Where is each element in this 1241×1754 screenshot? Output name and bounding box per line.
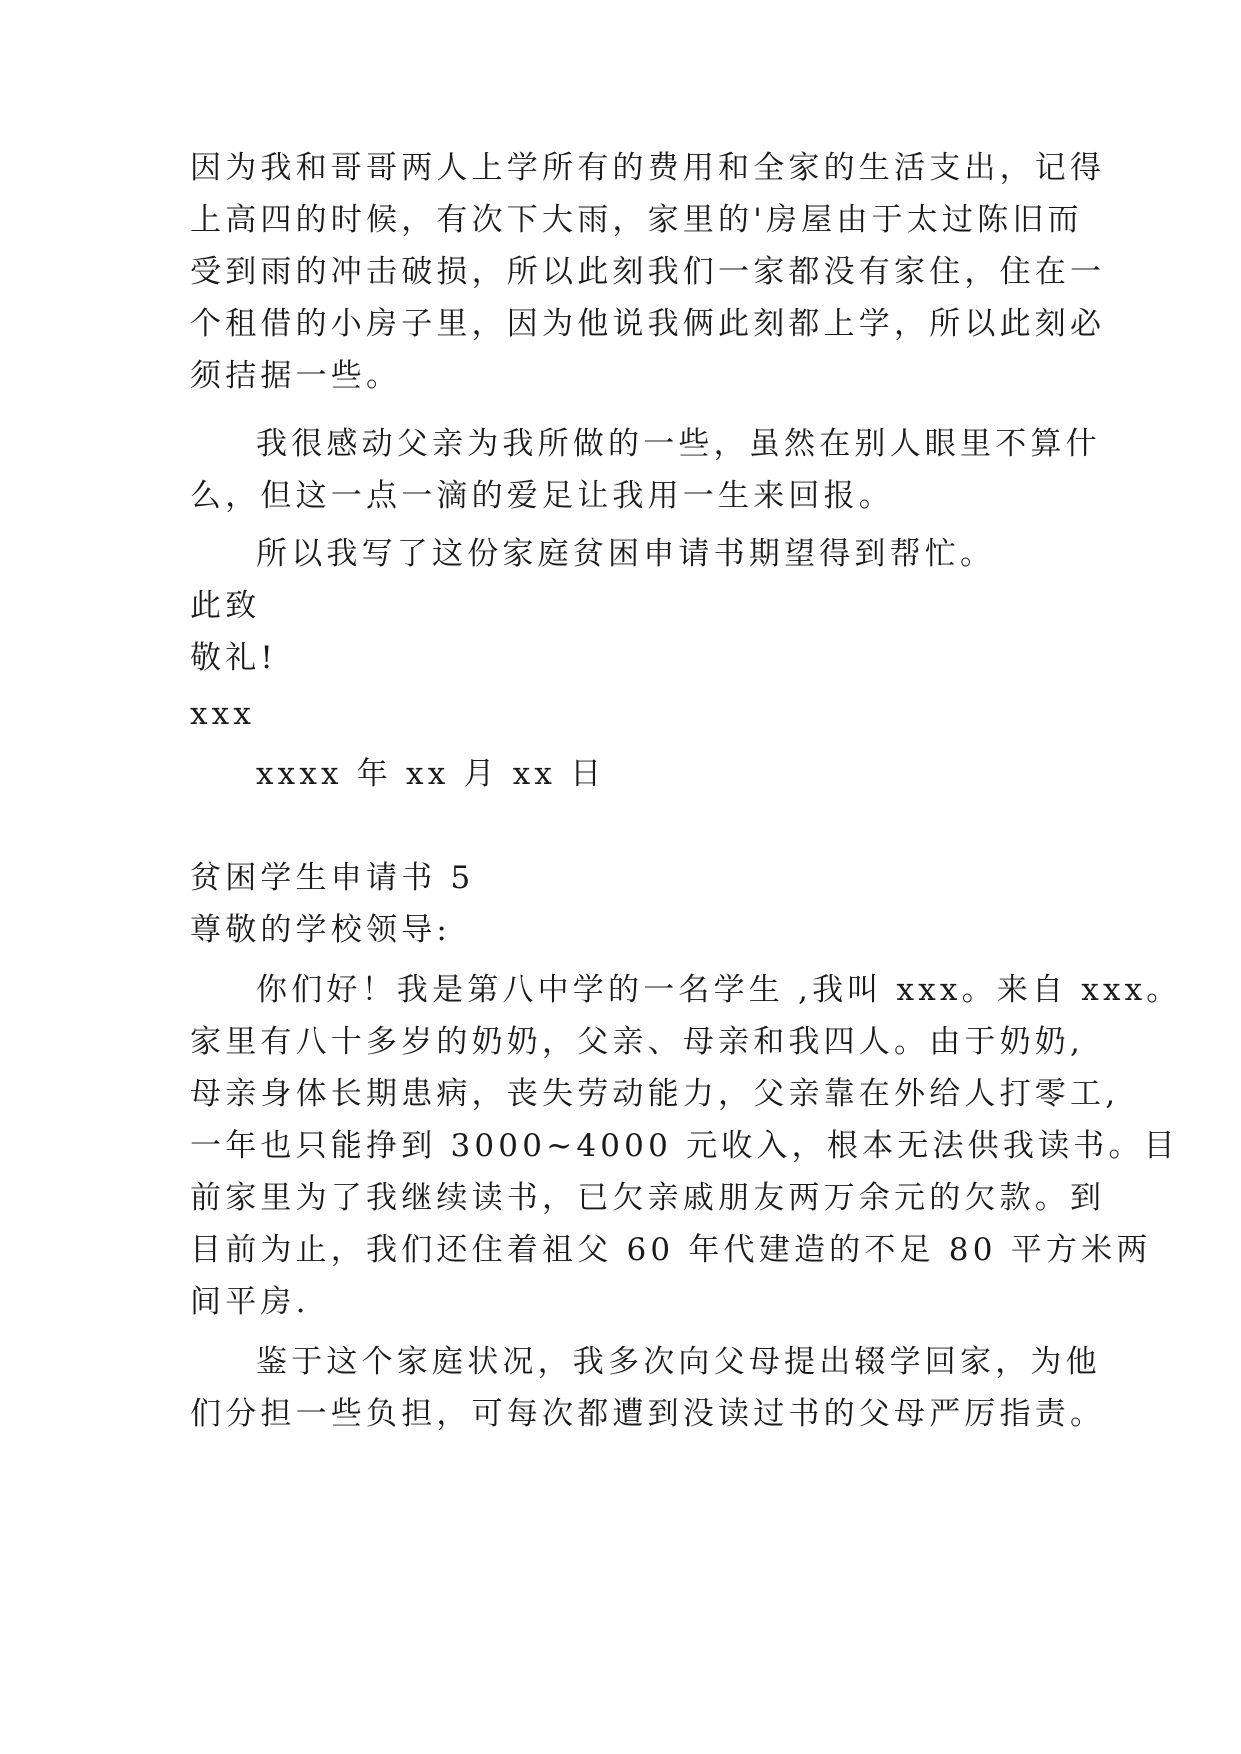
closing-salutation: 此致 xyxy=(190,588,261,624)
text-line: 间平房. xyxy=(190,1284,310,1320)
signature-name: xxx xyxy=(190,696,256,732)
text-line: 一年也只能挣到 3000~4000 元收入，根本无法供我读书。目 xyxy=(190,1128,1179,1164)
text-line: 家里有八十多岁的奶奶，父亲、母亲和我四人。由于奶奶, xyxy=(190,1024,1085,1060)
text-line: 前家里为了我继续读书，已欠亲戚朋友两万余元的欠款。到 xyxy=(190,1180,1106,1216)
text-line: 上高四的时候，有次下大雨，家里的'房屋由于太过陈旧而 xyxy=(190,202,1083,238)
section-title: 贫困学生申请书 5 xyxy=(190,860,475,896)
text-line: 个租借的小房子里，因为他说我俩此刻都上学，所以此刻必 xyxy=(190,306,1106,342)
text-line: 目前为止，我们还住着祖父 60 年代建造的不足 80 平方米两 xyxy=(190,1232,1152,1268)
text-line: 因为我和哥哥两人上学所有的费用和全家的生活支出，记得 xyxy=(190,150,1106,186)
text-line: 你们好！我是第八中学的一名学生 ,我叫 xxx。来自 xxx。 xyxy=(256,972,1182,1008)
closing-regards: 敬礼! xyxy=(190,640,278,676)
text-line: 我很感动父亲为我所做的一些，虽然在别人眼里不算什 xyxy=(256,426,1101,462)
text-line: 么，但这一点一滴的爱足让我用一生来回报。 xyxy=(190,478,894,514)
text-line: 所以我写了这份家庭贫困申请书期望得到帮忙。 xyxy=(256,536,996,572)
text-line: 鉴于这个家庭状况，我多次向父母提出辍学回家，为他 xyxy=(256,1344,1101,1380)
text-line: 受到雨的冲击破损，所以此刻我们一家都没有家住，住在一 xyxy=(190,254,1106,290)
text-line: 母亲身体长期患病，丧失劳动能力，父亲靠在外给人打零工, xyxy=(190,1076,1120,1112)
signature-date: xxxx 年 xx 月 xx 日 xyxy=(256,756,606,792)
text-line: 们分担一些负担，可每次都遭到没读过书的父母严厉指责。 xyxy=(190,1396,1106,1432)
salutation: 尊敬的学校领导: xyxy=(190,912,452,948)
text-line: 须拮据一些。 xyxy=(190,358,402,394)
